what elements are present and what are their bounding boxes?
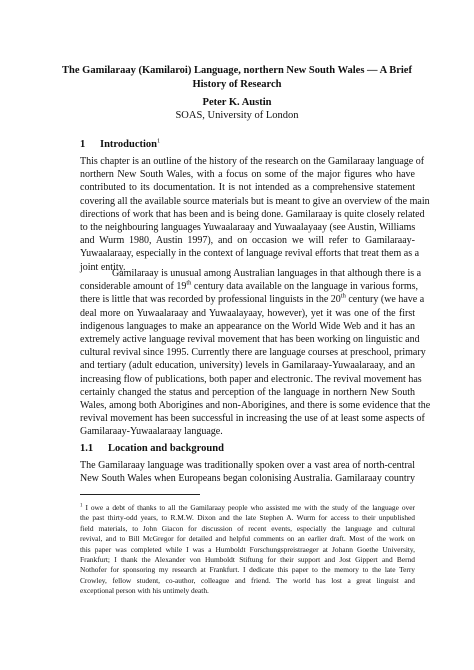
footnote-line: Frankfurt; I thank the Alexander von Humboldt Stiftung for their support and Jost Gippert and Bernd [80,555,415,565]
footnote-line: revival, and to Bill McGregor for detailed and helpful comments on an earlier draft. Most of the work on [80,534,415,544]
paragraph-2-line [80,279,419,293]
paper-title-line-1: The Gamilaraay (Kamilaroi) Language, northern New South Wales — A Brief [62,65,412,76]
paragraph-1-line: and Wurm 1980, Austin 1997), and on occasion we will refer to Gamilaraay- [80,235,415,247]
paragraph-1-line: covering all the available source materials but is meant to give an overview of the main [80,195,430,207]
author-affiliation: SOAS, University of London [175,110,299,121]
paragraph-3-line: The Gamilaraay language was traditionally spoken over a vast area of north-central [80,460,415,471]
paragraph-1-line: contributed to its documentation. It is not intended as a comprehensive statement [80,182,415,194]
subsection-title: Location and background [108,443,224,454]
text-run: century data available on the language in various forms, [191,281,419,293]
section-heading-introduction [80,138,160,151]
superscript: th [340,293,346,301]
paragraph-2-line: cultural revival since 1995. Currently there are language courses at preschool, primary [80,347,426,359]
paragraph-1-line: to the neighbouring languages Yuwaalaraay and Yuwaalayaay (see Austin, Williams [80,222,416,234]
section-title: Introduction [100,139,157,150]
footnote-line: exceptional person with his untimely death. [80,586,209,596]
footnote-line: Nothofer for sponsoring my research at Frankfurt. I dedicate this paper to the memory to the late Terry [80,565,415,575]
paragraph-1-line: This chapter is an outline of the history of the research on the Gamilaraay language of [80,156,425,167]
paragraph-2-line: increasing flow of publications, both paper and electronic. The revival movement has [80,373,422,385]
text-run: considerable amount of 19 [80,281,187,293]
paragraph-2-line: certainly changed the status and perception of the language in northern New South [80,386,415,398]
text-run: there is little that was recorded by professional linguists in the 20 [80,294,341,306]
footnote-line: this paper was completed while I was a Humboldt Forschungspreistraeger at Johann Goethe University, [80,544,415,554]
section-number: 1 [80,139,86,150]
paragraph-3-line: New South Wales when Europeans began colonising Australia. Gamilaraay country [80,473,415,485]
paragraph-1 [80,155,430,274]
superscript: th [186,279,192,287]
subsection-number: 1.1 [80,443,94,454]
footnote-line: the past thirty-odd years, to R.M.W. Dixon and the late Stephen A. Wurm for access to their unpublished [80,513,415,523]
paragraph-2-line: deal more on Yuwaalaraay and Yuwaalayaay, however), yet it was one of the first [80,307,415,319]
paragraph-2-line: and tertiary (adult education, university) levels in Gamilaraay-Yuwaalaraay, and an [80,360,415,372]
paragraph-3 [80,459,415,485]
paragraph-1-line: joint entity. [80,261,126,273]
paragraph-2-line: Gamilaraay-Yuwaalaraay language. [80,426,223,438]
footnote-line: Crowley, fellow student, co-author, colleague and friend. The world has lost a great linguist and [80,575,415,585]
paragraph-2-line: Wales, among both Aborigines and non-Aborigines, and there is some evidence that the [80,400,431,412]
subsection-heading-location [80,442,224,455]
paragraph-1-line: northern New South Wales, with a focus on some of the major figures who have [80,169,415,181]
paragraph-1-line: directions of work that has been and is being done. Gamilaraay is quite closely related [80,208,425,220]
paragraph-1-line: Yuwaalaraay, especially in the context of language revival efforts that treat them as a [80,248,420,260]
paper-title-line-2: History of Research [192,78,282,90]
text-run: I owe a debt of thanks to all the Gamilaraay people who assisted me with the study of the language over [82,503,415,512]
author-name: Peter K. Austin [202,97,272,108]
paragraph-2-line: extremely active language revival movement that has been working on linguistic and [80,334,420,346]
footnote-separator [80,494,200,495]
footnote-mark: 1 [80,503,83,509]
footnote [80,503,415,597]
paragraph-2-line: indigenous languages to make an appearance on the World Wide Web and it has an [80,320,415,332]
text-run: century (we have a [345,294,425,306]
paragraph-2-line: Gamilaraay is unusual among Australian languages in that although there is a [112,268,422,279]
paragraph-2-line: revival movement has been successful in increasing the use of at least some aspects of [80,413,425,425]
paper-title [60,64,414,91]
footnote-line [80,503,415,513]
footnote-line: field materials, to John Giacon for discussion of recent events, especially the language and cultural [80,523,415,533]
paragraph-2-line [80,293,425,306]
paragraph-2 [80,267,431,439]
footnote-reference[interactable]: 1 [157,137,161,145]
